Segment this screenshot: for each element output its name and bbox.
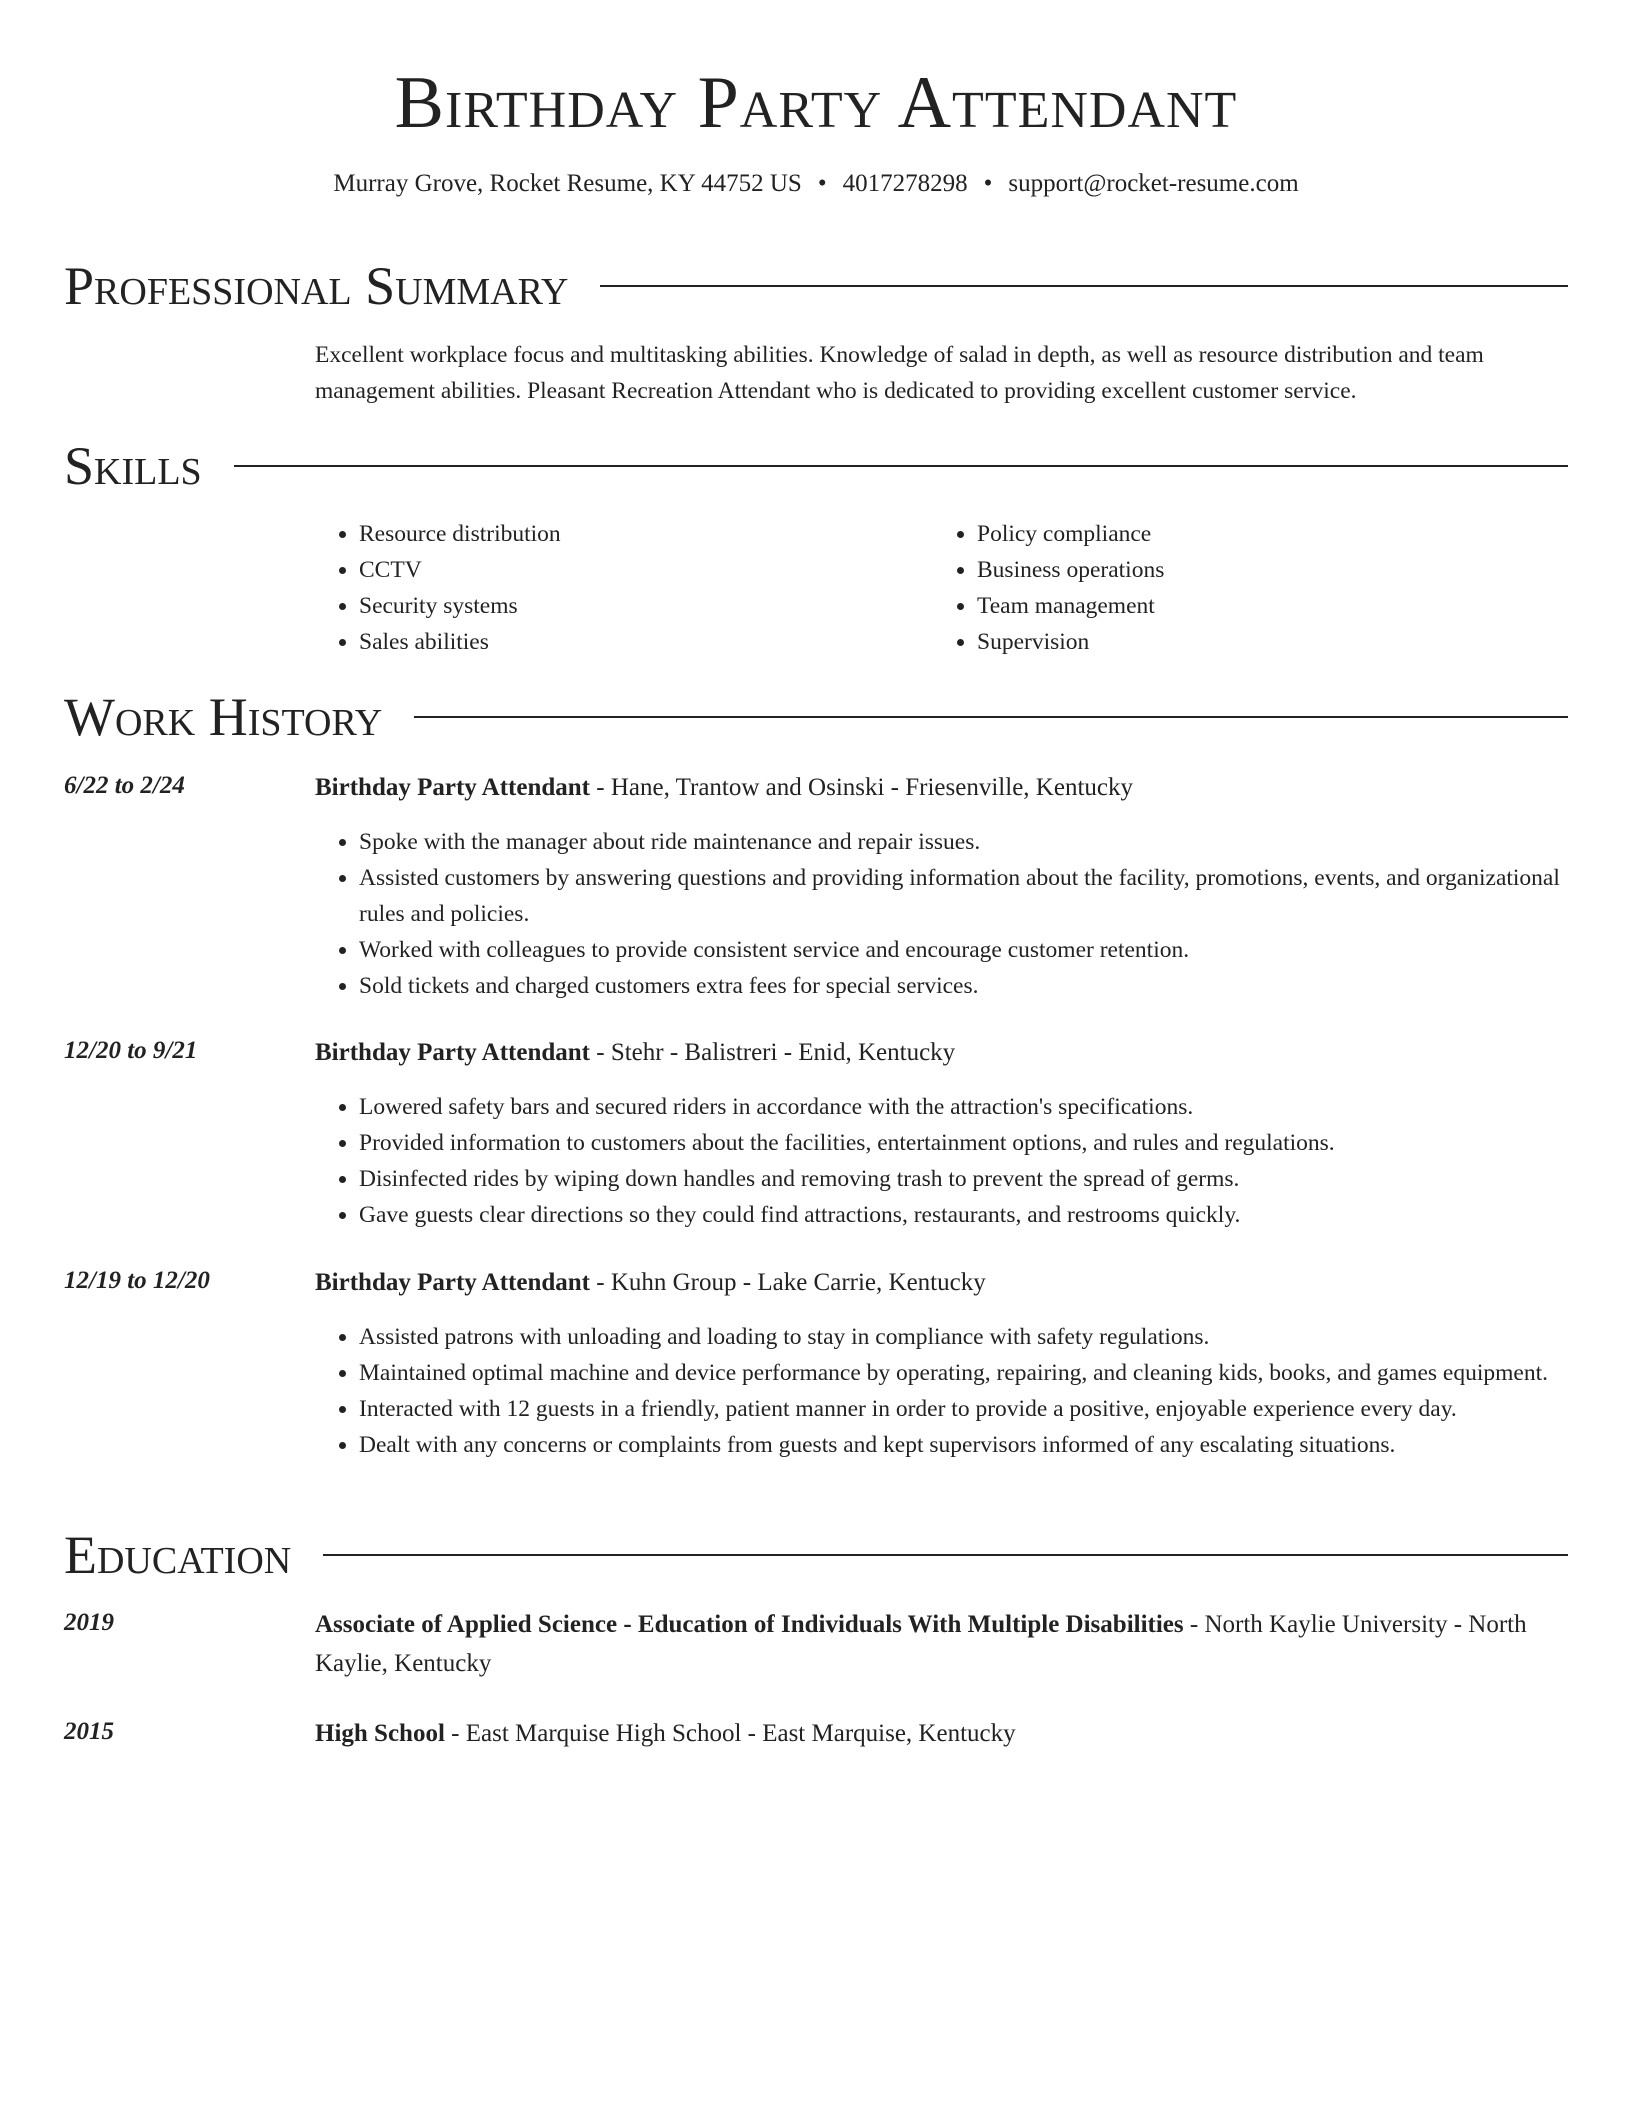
- skills-section-heading: [64, 436, 1568, 496]
- duty-item: • Dealt with any concerns or complaints from guests and kept supervisors informed of any escalating situations.: [359, 1427, 1568, 1463]
- degree-name: Associate of Applied Science - Education of Individuals With Multiple Disabilities: [315, 1611, 1184, 1638]
- skills-column-right: [933, 516, 1551, 660]
- job-heading: [315, 1263, 1568, 1302]
- skill-item: • CCTV: [359, 552, 933, 588]
- phone: 4017278298: [842, 170, 968, 197]
- job-title: Birthday Party Attendant: [315, 1039, 590, 1066]
- duty-item: • Assisted patrons with unloading and loading to stay in compliance with safety regulations.: [359, 1319, 1568, 1355]
- job-heading: [315, 768, 1568, 807]
- job-employer: - Hane, Trantow and Osinski - Friesenville, Kentucky: [590, 774, 1133, 801]
- section-title: Skills: [64, 436, 202, 496]
- section-title: Work History: [64, 687, 383, 747]
- skill-item: • Resource distribution: [359, 516, 933, 552]
- contact-separator: •: [983, 170, 993, 197]
- duty-item: • Disinfected rides by wiping down handles and removing trash to prevent the spread of germs.: [359, 1161, 1568, 1197]
- duty-item: • Provided information to customers about the facilities, entertainment options, and rules and regulations.: [359, 1125, 1568, 1161]
- duty-item: • Lowered safety bars and secured riders in accordance with the attraction's specifications.: [359, 1089, 1568, 1125]
- job-employer: - Kuhn Group - Lake Carrie, Kentucky: [590, 1269, 986, 1296]
- skill-item: • Security systems: [359, 588, 933, 624]
- email: support@rocket-resume.com: [1008, 170, 1299, 197]
- education-heading: [315, 1714, 1568, 1753]
- job-duties: [315, 1089, 1568, 1233]
- skills-column-left: [315, 516, 933, 660]
- school-detail: - North Kaylie University - North Kaylie, Kentucky: [315, 1611, 1527, 1677]
- section-divider: [600, 285, 1568, 287]
- job-duties: [315, 1319, 1568, 1463]
- education-year: 2019: [64, 1609, 114, 1636]
- duty-item: • Gave guests clear directions so they could find attractions, restaurants, and restrooms quickly.: [359, 1197, 1568, 1233]
- resume-page: [64, 0, 1568, 1747]
- section-title: Professional Summary: [64, 256, 569, 316]
- skill-item: • Policy compliance: [977, 516, 1551, 552]
- duty-item: • Worked with colleagues to provide consistent service and encourage customer retention.: [359, 932, 1568, 968]
- skills-list: [315, 516, 1568, 660]
- work-section-heading: [64, 687, 1568, 747]
- job-duties: [315, 824, 1568, 1004]
- education-section-heading: [64, 1525, 1568, 1585]
- skill-item: • Business operations: [977, 552, 1551, 588]
- skill-item: • Sales abilities: [359, 624, 933, 660]
- duty-item: • Maintained optimal machine and device performance by operating, repairing, and cleaning kids, books, and games equipment.: [359, 1355, 1568, 1391]
- candidate-name: Birthday Party Attendant: [394, 62, 1238, 144]
- education-heading: [315, 1605, 1568, 1683]
- skill-item: • Team management: [977, 588, 1551, 624]
- education-year: 2015: [64, 1718, 114, 1745]
- job-employer: - Stehr - Balistreri - Enid, Kentucky: [590, 1039, 956, 1066]
- job-dates: 6/22 to 2/24: [64, 772, 185, 799]
- duty-item: • Interacted with 12 guests in a friendly, patient manner in order to provide a positive, enjoyable experience every day.: [359, 1391, 1568, 1427]
- job-dates: 12/20 to 9/21: [64, 1037, 198, 1064]
- section-title: Education: [64, 1525, 292, 1585]
- skill-item: • Supervision: [977, 624, 1551, 660]
- duty-item: • Spoke with the manager about ride maintenance and repair issues.: [359, 824, 1568, 860]
- job-heading: [315, 1033, 1568, 1072]
- section-divider: [414, 716, 1568, 718]
- school-detail: - East Marquise High School - East Marquise, Kentucky: [444, 1720, 1016, 1747]
- degree-name: High School: [315, 1720, 445, 1747]
- job-title: Birthday Party Attendant: [315, 774, 590, 801]
- section-divider: [234, 465, 1568, 467]
- summary-text: Excellent workplace focus and multitasking abilities. Knowledge of salad in depth, as well as resource distribution and team management abilities. Pleasant Recreation Attendant who is dedicated to providing excellent customer service.: [315, 342, 1484, 404]
- contact-separator: •: [817, 170, 827, 197]
- contact-line: [64, 168, 1568, 200]
- section-divider: [323, 1554, 1568, 1556]
- duty-item: • Sold tickets and charged customers extra fees for special services.: [359, 968, 1568, 1004]
- summary-section-heading: [64, 256, 1568, 316]
- duty-item: • Assisted customers by answering questions and providing information about the facility, promotions, events, and organizational rules and policies.: [359, 860, 1568, 932]
- address: Murray Grove, Rocket Resume, KY 44752 US: [333, 170, 802, 197]
- job-dates: 12/19 to 12/20: [64, 1267, 210, 1294]
- job-title: Birthday Party Attendant: [315, 1269, 590, 1296]
